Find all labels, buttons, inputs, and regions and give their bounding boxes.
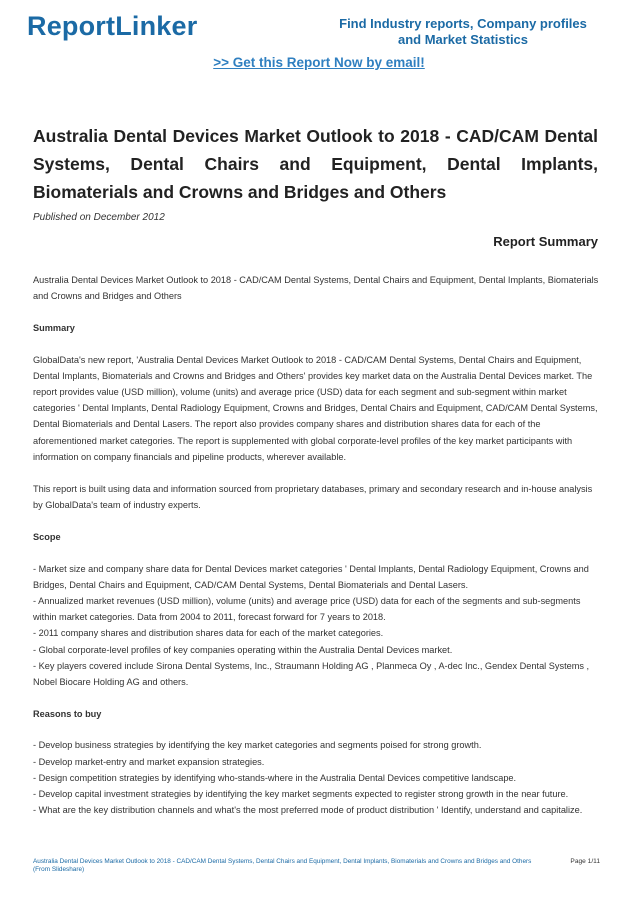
reason-item: - What are the key distribution channels and what's the most preferred mode of product distribution ' Identify, understand and capitalize.	[33, 805, 583, 816]
report-title: Australia Dental Devices Market Outlook to 2018 - CAD/CAM Dental Systems, Dental Chairs and Equipment, Dental Implants, Biomaterials and Crowns and Bridges and Others	[33, 126, 598, 202]
reportlinker-logo[interactable]: ReportLinker	[27, 11, 198, 41]
scope-item: - Key players covered include Sirona Dental Systems, Inc., Straumann Holding AG , Planmeca Oy , A-dec Inc., Gendex Dental Systems , Nobel Biocare Holding AG and others.	[33, 660, 590, 688]
scope-list	[33, 561, 601, 691]
scope-item: - 2011 company shares and distribution shares data for each of the market categories.	[33, 628, 384, 639]
summary-paragraph-2: This report is built using data and information sourced from proprietary databases, primary and secondary research and in-house analysis by GlobalData's team of industry experts.	[33, 484, 593, 511]
summary-paragraph-1: GlobalData's new report, 'Australia Dental Devices Market Outlook to 2018 - CAD/CAM Dental Systems, Dental Chairs and Equipment, Dental Implants, Biomaterials and Crowns and Bridges and Others' provides key market data on the Australia Dental Devices market. The report provides value (USD million), volume (units) and average price (USD) data for each segment and sub-segment within market categories ' Dental Implants, Dental Radiology Equipment, Crowns and Bridges, Dental Chairs and Equipment, CAD/CAM Dental Systems, Dental Biomaterials and Dental Lasers. The report also provides company shares and distribution shares data for each of the aforementioned market categories. The report is supplemented with global corporate-level profiles of the key market participants with information on company financials and pipeline products, wherever available.	[33, 354, 598, 462]
intro-paragraph: Australia Dental Devices Market Outlook to 2018 - CAD/CAM Dental Systems, Dental Chairs and Equipment, Dental Implants, Biomaterials and Crowns and Bridges and Others	[33, 275, 599, 302]
scope-item: - Annualized market revenues (USD million), volume (units) and average price (USD) data for each of the segments and sub-segments within market categories. Data from 2004 to 2011, forecast forward for 7 years to 2018.	[33, 596, 581, 623]
reason-item: - Develop market-entry and market expansion strategies.	[33, 756, 265, 767]
header-tagline	[330, 16, 596, 48]
tagline-line-1: Find Industry reports, Company profiles	[339, 16, 587, 31]
published-date: Published on December 2012	[33, 212, 165, 223]
report-summary-heading: Report Summary	[493, 234, 598, 249]
tagline-line-2: and Market Statistics	[397, 32, 529, 47]
reason-item: - Develop capital investment strategies by identifying the key market segments expected to register strong growth in the near future.	[33, 789, 569, 800]
report-content	[33, 272, 601, 834]
reason-item: - Design competition strategies by identifying who-stands-where in the Australia Dental Devices competitive landscape.	[33, 772, 517, 783]
reasons-label: Reasons to buy	[33, 709, 102, 720]
get-report-link[interactable]: >> Get this Report Now by email!	[213, 55, 425, 70]
reason-item: - Develop business strategies by identifying the key market categories and segments poised for strong growth.	[33, 740, 482, 751]
scope-item: - Global corporate-level profiles of key companies operating within the Australia Dental Devices market.	[33, 644, 453, 655]
summary-label: Summary	[33, 323, 75, 334]
scope-item: - Market size and company share data for Dental Devices market categories ' Dental Implants, Dental Radiology Equipment, Crowns and Bridges, Dental Chairs and Equipment, CAD/CAM Dental Systems, Dental Biomaterials and Dental Lasers.	[33, 563, 589, 590]
reasons-list	[33, 737, 601, 818]
page-number: Page 1/11	[570, 858, 600, 865]
scope-label: Scope	[33, 532, 61, 543]
footer-source-link[interactable]: Australia Dental Devices Market Outlook to 2018 - CAD/CAM Dental Systems, Dental Chairs and Equipment, Dental Implants, Biomaterials and Crowns and Bridges and Others (From Slideshare)	[33, 858, 532, 873]
